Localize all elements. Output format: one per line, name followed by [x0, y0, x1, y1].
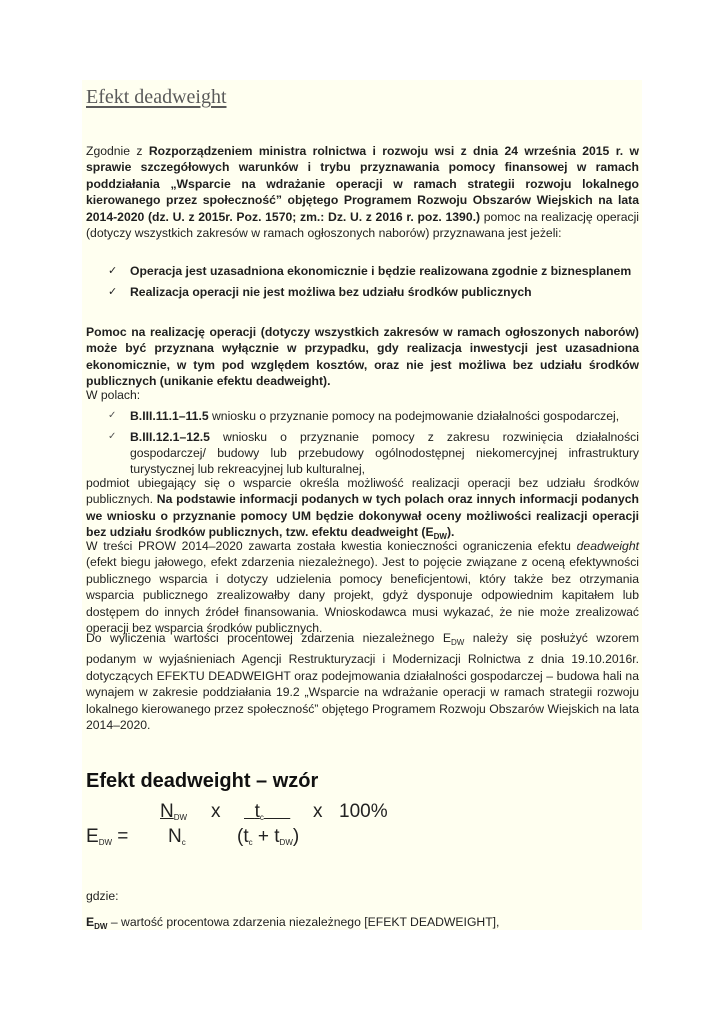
field-code: B.III.12.1–12.5: [130, 430, 210, 444]
intro-text-end: pomoc na realizację operacji (dotyczy wszystkich zakresów w ramach ogłoszonych naborów) przyznawana jest jeżeli:: [86, 209, 639, 241]
multiply-sign: x: [211, 801, 221, 822]
applicant-text: podmiot ubiegający się o wsparcie określa możliwość realizacji operacji bez udziału środków publicznych.: [86, 476, 639, 507]
intro-text: Zgodnie z: [86, 144, 149, 158]
aid-paragraph: Pomoc na realizację operacji (dotyczy wszystkich zakresów w ramach ogłoszonych naborów) może być przyznana wyłącznie w przypadku, gdy realizacja inwestycji jest uzasadniona ekonomicznie, w tym pod względem kosztów, oraz nie jest możliwa bez udziału środków publicznych (unikanie efektu deadweight).: [86, 325, 639, 389]
field-text: wniosku o przyznanie pomocy z zakresu rozwinięcia działalności gospodarczej/ budowy lub przebudowy ogólnodostępnej niekomercyjnej infrastruktury turystycznej lub rekreacyjnej lub kulturalnej,: [130, 430, 639, 476]
denominator-sum: $(t_c + t_{DW})$: [237, 826, 300, 847]
prow-text-end: (efekt biegu jałowego, efekt zdarzenia niezależnego). Jest to pojęcie związane z oceną efektywności publicznego wsparcia i dotyczy udzielenia pomocy beneficjentowi, który także bez otrzymania wsparcia publicznego zrealizowałby dany projekt, gdyż dysponuje odpowiednim kapitałem lub dostępem do innych źródeł finansowania. Wnioskodawca musi wykazać, że nie może zrealizować operacji bez wsparcia środków publicznych.: [86, 555, 639, 636]
edw-symbol: $E_{DW}$ =: [86, 826, 129, 847]
checkmark-icon: ✓: [108, 431, 117, 442]
calculation-text: Do wyliczenia wartości procentowej zdarzenia niezależnego E: [86, 631, 451, 645]
applicant-bold-end: ).: [446, 525, 455, 540]
field-code: B.III.11.1–11.5: [130, 409, 209, 423]
checkmark-icon: ✓: [108, 265, 118, 277]
prow-paragraph: [86, 538, 639, 636]
prow-text: W treści PROW 2014–2020 zawarta została kwestia konieczności ograniczenia efektu: [86, 539, 577, 553]
formula-heading: Efekt deadweight – wzór: [86, 770, 319, 792]
subscript: DW: [433, 532, 447, 542]
percent-value: 100%: [339, 801, 388, 822]
calculation-paragraph: [86, 630, 639, 733]
where-label: gdzie:: [86, 889, 119, 903]
applicant-paragraph: [86, 475, 639, 546]
condition-text: Realizacja operacji nie jest możliwa bez udziału środków publicznych: [130, 285, 532, 299]
deadweight-term: deadweight: [576, 539, 639, 553]
subscript: DW: [451, 638, 465, 647]
numerator-ndw: $N_{DW}$: [160, 801, 188, 822]
intro-paragraph: [86, 143, 639, 241]
multiply-sign: x: [313, 801, 323, 822]
checkmark-icon: ✓: [108, 410, 117, 421]
regulation-reference: Rozporządzeniem ministra rolnictwa i rozwoju wsi z dnia 24 września 2015 r. w sprawie szczegółowych warunków i trybu przyznawania pomocy finansowej w ramach poddziałania „Wsparcie na wdrażanie operacji w ramach strategii rozwoju lokalnego kierowanego przez społeczność” objętego Programem Rozwoju Obszarów Wiejskich na lata 2014-2020 (dz. U. z 2015r. Poz. 1570; zm.: Dz. U. z 2016 r. poz. 1390.): [86, 144, 639, 224]
fields-intro: W polach:: [86, 388, 141, 402]
page-title: Efekt deadweight: [86, 86, 227, 108]
calculation-text-end: należy się posłużyć wzorem podanym w wyjaśnieniach Agencji Restrukturyzacji i Modernizacji Rolnictwa z dnia 19.10.2016r. dotyczących EFEKTU DEADWEIGHT oraz podejmowania działalności gospodarczej – budowa hali na wynajem w zakresie poddziałania 19.2 „Wsparcie na wdrażanie operacji w ramach strategii rozwoju lokalnego kierowanego przez społeczność” objętego Programem Rozwoju Obszarów Wiejskich na lata 2014–2020.: [86, 631, 639, 733]
numerator-tc: $t_c$: [254, 801, 264, 822]
denominator-nc: $N_c$: [168, 826, 186, 847]
edw-definition: $E_{DW}$ – wartość procentowa zdarzenia niezależnego [EFEKT DEADWEIGHT],: [86, 915, 500, 931]
field-text: wniosku o przyznanie pomocy na podejmowanie działalności gospodarczej,: [208, 409, 620, 423]
condition-text: Operacja jest uzasadniona ekonomicznie i będzie realizowana zgodnie z biznesplanem: [130, 264, 632, 278]
checkmark-icon: ✓: [108, 286, 118, 298]
applicant-bold-text: Na podstawie informacji podanych w tych polach oraz innych informacji podanych we wniosku o przyznanie pomocy UM będzie dokonywał oceny możliwości realizacji operacji bez udziału środków publicznych, tzw. efektu deadweight (E: [86, 492, 639, 540]
